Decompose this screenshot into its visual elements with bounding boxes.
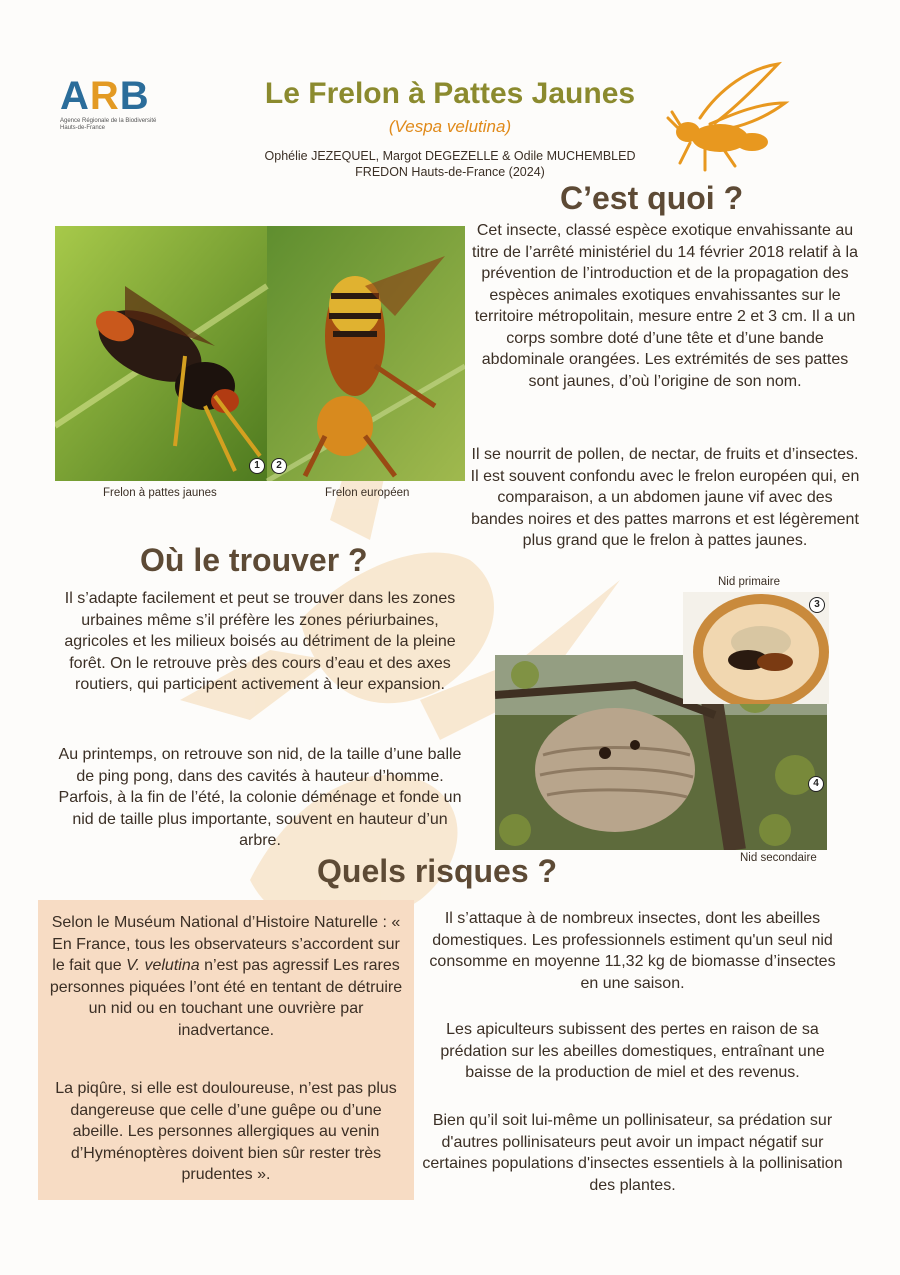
cest-quoi-paragraph-1: Cet insecte, classé espèce exotique envahissante au titre de l’arrêté ministériel du 14 février 2018 relatif à la prévention de l’introduction et de la propagation des espèces animales exotiques envahissantes sur le territoire métropolitain, mesure entre 2 et 3 cm. Il a un corps sombre doté d’une tête et d’une bande abdominale orangées. Les extrémités de ses pattes sont jaunes, d’où l’origine de son nom. [472, 222, 858, 390]
authors-block [200, 148, 700, 180]
page-title: Le Frelon à Pattes Jaunes [264, 77, 636, 110]
heading-quels-risques: Quels risques ? [317, 853, 558, 889]
photo-badge-1: 1 [249, 458, 265, 474]
heading-ou-le-trouver: Où le trouver ? [140, 542, 368, 578]
photo-badge-4: 4 [808, 776, 824, 792]
caption-nid-primaire: Nid primaire [718, 576, 780, 588]
hornets-illustration [55, 226, 465, 481]
risques-paragraph-2: Les apiculteurs subissent des pertes en raison de sa prédation sur les abeilles domestiques, entraînant une baisse de la production de miel et des revenus. [440, 1021, 825, 1081]
quote-latin: V. velutina [126, 957, 200, 974]
risques-paragraph-1: Il s’attaque à de nombreux insectes, dont les abeilles domestiques. Les professionnels estiment qu'un seul nid consomme en moyenne 11,32 kg de biomasse d’insectes en une saison. [429, 910, 836, 992]
authors: Ophélie JEZEQUEL, Margot DEGEZELLE & Odile MUCHEMBLED [264, 149, 636, 163]
logo-subtitle: Agence Régionale de la Biodiversité Hauts-de-France [60, 118, 157, 131]
cest-quoi-paragraph-2: Il se nourrit de pollen, de nectar, de fruits et d’insectes. Il est souvent confondu avec le frelon européen qui, en comparaison, a un abdomen jaune vif avec des bandes noires et des pattes marrons et est légèrement plus grand que le frelon à pattes jaunes. [470, 446, 860, 549]
ou-trouver-paragraph-2: Au printemps, on retrouve son nid, de la taille d’une balle de ping pong, dans des cavités à hauteur d’homme. Parfois, à la fin de l’été, la colonie déménage et fonde un nid de taille plus importante, souvent en hauteur d’un arbre. [58, 746, 462, 849]
caption-frelon-pattes-jaunes: Frelon à pattes jaunes [103, 487, 217, 499]
photo-badge-3: 3 [809, 597, 825, 613]
logo-letter-b: B [119, 74, 150, 118]
caption-nid-secondaire: Nid secondaire [740, 852, 817, 864]
quote-text-a: Selon le Muséum National d’Histoire Naturelle : « En France, tous les observateurs s’accordent sur le fait que [51, 914, 401, 974]
ou-trouver-paragraph-1: Il s’adapte facilement et peut se trouver dans les zones urbaines même s’il préfère les zones périurbaines, agricoles et les milieux boisés au détriment de la pleine forêt. On le retrouve près des cours d’eau et des axes routiers, qui participent activement à leur expansion. [64, 590, 456, 693]
arb-logo [60, 76, 170, 136]
photo-badge-2: 2 [271, 458, 287, 474]
logo-letter-a: A [60, 74, 90, 118]
caption-frelon-europeen: Frelon européen [325, 487, 410, 499]
organisation: FREDON Hauts-de-France (2024) [355, 165, 545, 179]
latin-name: (Vespa velutina) [388, 117, 512, 136]
hornet-icon [660, 58, 790, 178]
quote-text-b: n’est pas agressif Les rares personnes piquées l’ont été en tentant de détruire un nid ou en touchant une ouvrière par inadvertance. [49, 957, 403, 1039]
quote-paragraph-1 [48, 912, 404, 1041]
quote-paragraph-2: La piqûre, si elle est douloureuse, n’est pas plus dangereuse que celle d’une guêpe ou d’une abeille. Les personnes allergiques au venin d’Hyménoptères doivent bien sûr rester très prudentes ». [55, 1080, 397, 1183]
primary-nest-illustration [683, 592, 829, 704]
logo-letter-r: R [89, 74, 120, 118]
risques-paragraph-3: Bien qu’il soit lui-même un pollinisateur, sa prédation sur d'autres pollinisateurs peut avoir un impact négatif sur certaines populations d'insectes essentiels à la pollinisation des plantes. [422, 1112, 843, 1194]
hornets-photo [55, 226, 465, 481]
primary-nest-photo [683, 592, 829, 704]
heading-cest-quoi: C’est quoi ? [560, 180, 744, 216]
